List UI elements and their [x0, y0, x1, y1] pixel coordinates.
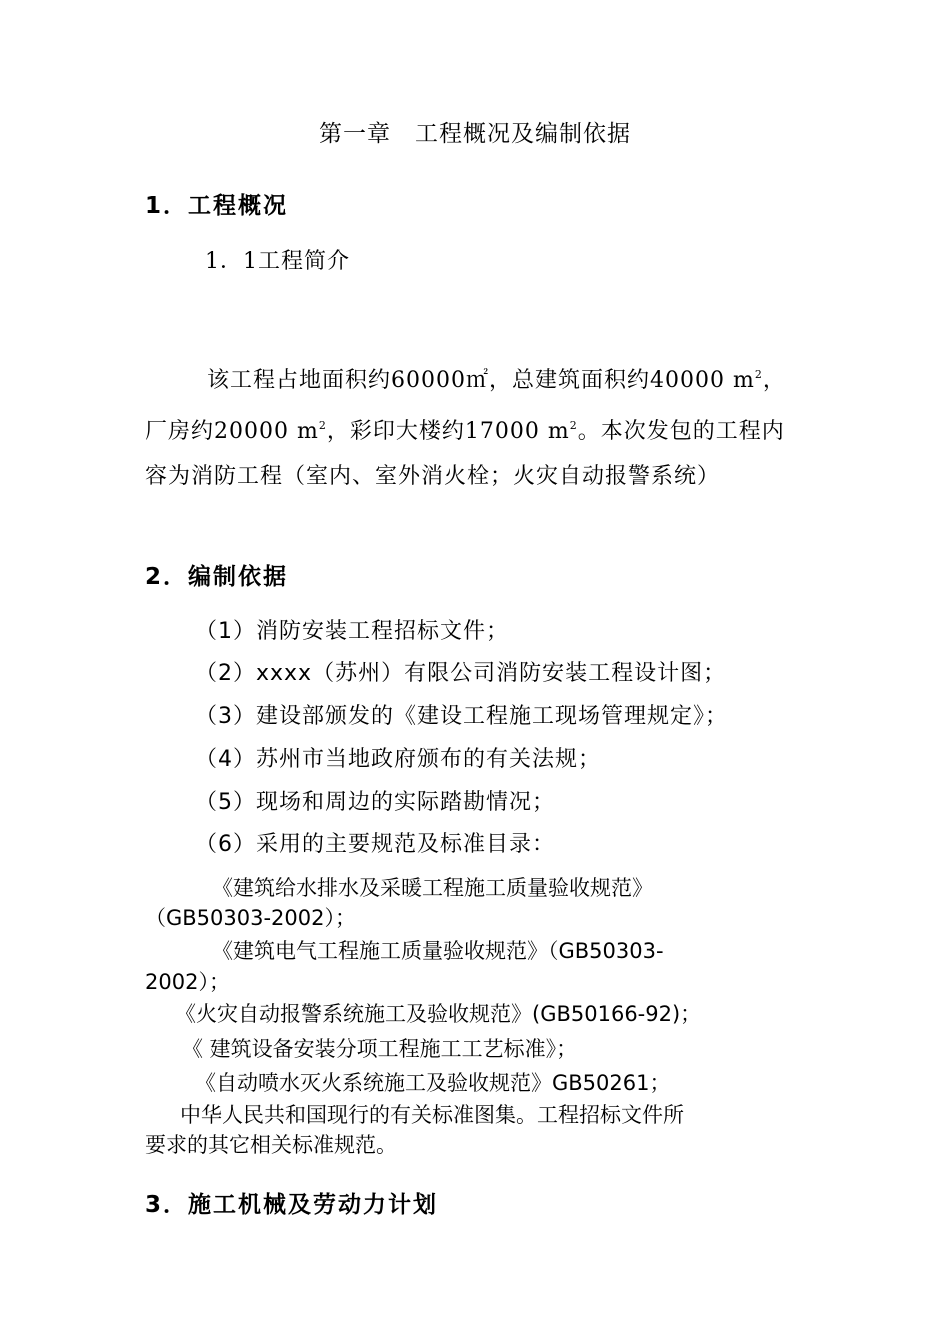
- intro-paragraph: [145, 352, 795, 499]
- section-heading-machinery: 3．施工机械及劳动力计划: [145, 1192, 439, 1218]
- basis-item: （4）苏州市当地政府颁布的有关法规；: [195, 747, 601, 772]
- section-heading-overview: 1．工程概况: [145, 193, 289, 219]
- superscript: 2: [754, 368, 763, 381]
- standard-line: 要求的其它相关标准规范。: [145, 1133, 397, 1157]
- superscript: 2: [318, 419, 327, 432]
- chapter-title: 第一章 工程概况及编制依据: [319, 121, 631, 147]
- para-text: 该工程占地面积约60000㎡，总建筑面积约40000 m: [207, 368, 755, 393]
- section-heading-basis: 2．编制依据: [145, 564, 289, 590]
- standard-line: 2002）；: [145, 970, 230, 994]
- para-text: ，: [762, 368, 786, 393]
- basis-item: （2）xxxx（苏州）有限公司消防安装工程设计图；: [195, 661, 727, 686]
- standard-line: 《火灾自动报警系统施工及验收规范》(GB50166-92)；: [175, 1002, 702, 1026]
- standard-line: 《 建筑设备安装分项工程施工工艺标准》；: [182, 1037, 578, 1061]
- standard-line: 中华人民共和国现行的有关标准图集。工程招标文件所: [180, 1103, 684, 1127]
- standard-line: （GB50303-2002）；: [145, 906, 357, 930]
- para-text: ，彩印大楼约17000 m: [326, 419, 570, 444]
- basis-item: （5）现场和周边的实际踏勘情况；: [195, 790, 555, 815]
- standard-line: 《建筑电气工程施工质量验收规范》（GB50303-: [212, 939, 664, 963]
- standard-line: 《建筑给水排水及采暖工程施工质量验收规范》: [212, 876, 653, 900]
- superscript: 2: [569, 419, 578, 432]
- basis-item: （6）采用的主要规范及标准目录：: [195, 832, 555, 857]
- standard-line: 《自动喷水灭火系统施工及验收规范》GB50261；: [195, 1071, 671, 1095]
- para-text: 厂房约20000 m: [145, 419, 319, 444]
- basis-item: （1）消防安装工程招标文件；: [195, 619, 509, 644]
- para-text: 。本次发包的工程内容为消防工程（室内、室外消火栓；火灾自动报警系统）: [145, 419, 785, 489]
- basis-item: （3）建设部颁发的《建设工程施工现场管理规定》；: [195, 704, 728, 729]
- subsection-heading-intro: 1．1工程简介: [205, 249, 350, 274]
